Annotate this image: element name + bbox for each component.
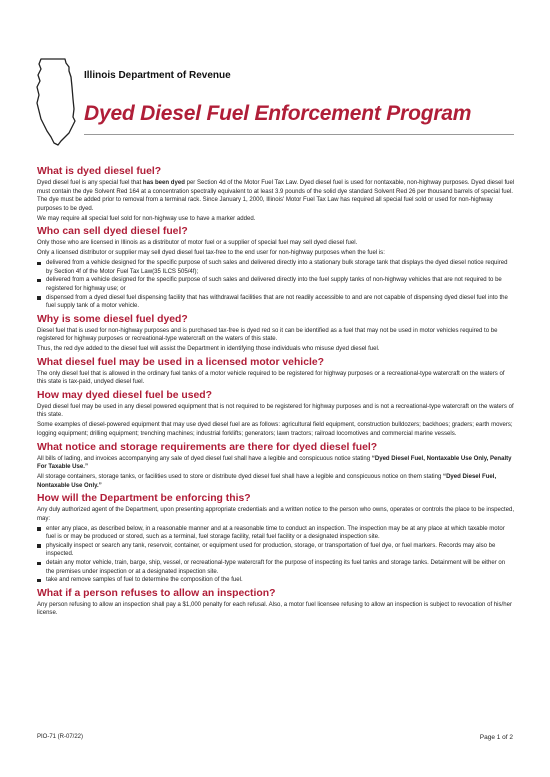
document-body xyxy=(37,163,515,619)
section-heading: Who can sell dyed diesel fuel? xyxy=(37,226,188,238)
section-paragraph: Diesel fuel that is used for non-highway purposes and is purchased tax-free is dyed red so it can be identified as a fuel that may not be used in motor vehicles required to be registered for highway purposes or recreational-type watercraft on the waters of this state. xyxy=(37,327,498,343)
section-heading: How may dyed diesel fuel be used? xyxy=(37,389,212,401)
text-run-bold: “Dyed Diesel Fuel, Nontaxable Use Only.” xyxy=(37,474,497,489)
text-run: per Section 4d of the Motor Fuel Tax Law. Dyed diesel fuel is used for nontaxable, non-highway purposes. Dyed diesel fuel must contain the dye Solvent Red 164 at a concentration spectrally equivalent to at least 3.9 pounds of the solid dye standard Solvent Red 26 per thousand barrels of special fuel. The dye must be added prior to removal from a terminal rack. Since January 1, 2000, Illinois' Motor Fuel Tax Law has required all special fuel sold or used for non-highway purposes to be dyed. xyxy=(37,180,515,212)
section-notice-storage xyxy=(37,441,515,491)
section-paragraph: Dyed diesel fuel may be used in any diesel powered equipment that is not required to be registered for highway purposes and is not a recreational-type watercraft on the waters of this state. xyxy=(37,403,514,419)
list-item: delivered from a vehicle designed for the specific purpose of such sales and delivered directly into a stationary bulk storage tank that displays the dyed diesel notice required by Section 4f of the Motor Fuel Tax Law(35 ILCS 505/4f); xyxy=(37,259,515,276)
section-paragraph: Thus, the red dye added to the diesel fuel will assist the Department in identifying those individuals who misuse dyed diesel fuel. xyxy=(37,346,380,353)
section-heading: What notice and storage requirements are there for dyed diesel fuel? xyxy=(37,441,378,453)
section-heading: What diesel fuel may be used in a licensed motor vehicle? xyxy=(37,356,324,368)
section-paragraph xyxy=(37,179,515,213)
section-enforcement xyxy=(37,492,515,584)
list-item: dispensed from a dyed diesel fuel dispensing facility that has withdrawal facilities that are not readily accessible to and are not capable of dispensing dyed diesel fuel into the fuel supply tank of a motor vehicle. xyxy=(37,294,515,311)
section-paragraph xyxy=(37,455,515,472)
page-title: Dyed Diesel Fuel Enforcement Program xyxy=(84,102,472,125)
text-run: All storage containers, storage tanks, or facilities used to store or distribute dyed diesel fuel shall have a legible and conspicuous notice on them stating xyxy=(37,474,444,481)
section-paragraph: The only diesel fuel that is allowed in the ordinary fuel tanks of a motor vehicle required to be registered for highway purposes or a recreational-type watercraft on the waters of this state is tax-paid, undyed diesel fuel. xyxy=(37,370,505,386)
text-run-bold: has been dyed xyxy=(142,180,185,186)
section-licensed-vehicle-fuel xyxy=(37,356,515,387)
illinois-map-icon xyxy=(34,57,78,147)
form-number: PIO-71 (R-07/22) xyxy=(37,734,84,740)
list-item: take and remove samples of fuel to determine the composition of the fuel. xyxy=(37,576,515,585)
bullet-list xyxy=(37,259,515,310)
list-item: detain any motor vehicle, train, barge, ship, vessel, or recreational-type watercraft for the purpose of inspecting its fuel tanks and storage tanks. Detainment will be either on the premises under inspection or at a designated inspection site. xyxy=(37,559,515,576)
section-who-can-sell xyxy=(37,225,515,310)
list-item: physically inspect or search any tank, reservoir, container, or equipment used for production, storage, or transportation of fuel dye, or fuel markers. Records may also be inspected. xyxy=(37,542,515,559)
section-how-used xyxy=(37,389,515,439)
header-divider xyxy=(84,134,514,135)
text-run-bold: “Dyed Diesel Fuel, Nontaxable Use Only, Penalty For Taxable Use.” xyxy=(37,455,512,471)
list-item: delivered from a vehicle designed for the specific purpose of such sales and delivered directly into the fuel supply tanks of non-highway vehicles that are not required to be registered for highway use; or xyxy=(37,276,515,293)
section-paragraph: We may require all special fuel sold for non-highway use to have a marker added. xyxy=(37,215,256,222)
list-item: enter any place, as described below, in a reasonable manner and at a reasonable time to conduct an inspection. The inspection may be at any place at which taxable motor fuel is or may be produced or stored, such as a terminal, fuel storage facility, retail fuel facility or a designated inspection site. xyxy=(37,525,515,542)
section-paragraph xyxy=(37,473,515,490)
text-run: All bills of lading, and invoices accompanying any sale of dyed diesel fuel shall have a legible and conspicuous notice stating xyxy=(37,455,372,462)
section-paragraph: Any person refusing to allow an inspection shall pay a $1,000 penalty for each refusal. Also, a motor fuel licensee refusing to allow an inspection is subject to revocation of his/her license. xyxy=(37,601,512,617)
section-what-is-dyed-diesel xyxy=(37,165,515,223)
section-heading: How will the Department be enforcing this? xyxy=(37,493,251,505)
section-paragraph: Any duly authorized agent of the Department, upon presenting appropriate credentials and a written notice to the person who owns, operates or controls the place to be inspected, may: xyxy=(37,507,514,522)
section-paragraph: Some examples of diesel-powered equipment that may use dyed diesel fuel are as follows: agricultural field equipment, construction bulldozers; backhoes; graders; earth movers; logging equipment; drilling equipment; trenching machines; industrial forklifts; generators; lawn tractors; railroad locomotives and commercial marine vessels. xyxy=(37,422,513,437)
section-paragraph: Only a licensed distributor or supplier may sell dyed diesel fuel tax-free to the end user for non-highway purposes when the fuel is: xyxy=(37,250,385,257)
section-why-dyed xyxy=(37,313,515,354)
bullet-list xyxy=(37,525,515,585)
section-paragraph: Only those who are licensed in Illinois as a distributor of motor fuel or a supplier of special fuel may sell dyed diesel fuel. xyxy=(37,240,358,247)
section-heading: What if a person refuses to allow an inspection? xyxy=(37,587,276,599)
section-heading: Why is some diesel fuel dyed? xyxy=(37,313,188,325)
section-heading: What is dyed diesel fuel? xyxy=(37,166,162,177)
page-number: Page 1 of 2 xyxy=(479,734,513,741)
text-run: Dyed diesel fuel is any special fuel that xyxy=(37,180,143,186)
department-name: Illinois Department of Revenue xyxy=(84,70,231,81)
section-refusal xyxy=(37,587,515,618)
